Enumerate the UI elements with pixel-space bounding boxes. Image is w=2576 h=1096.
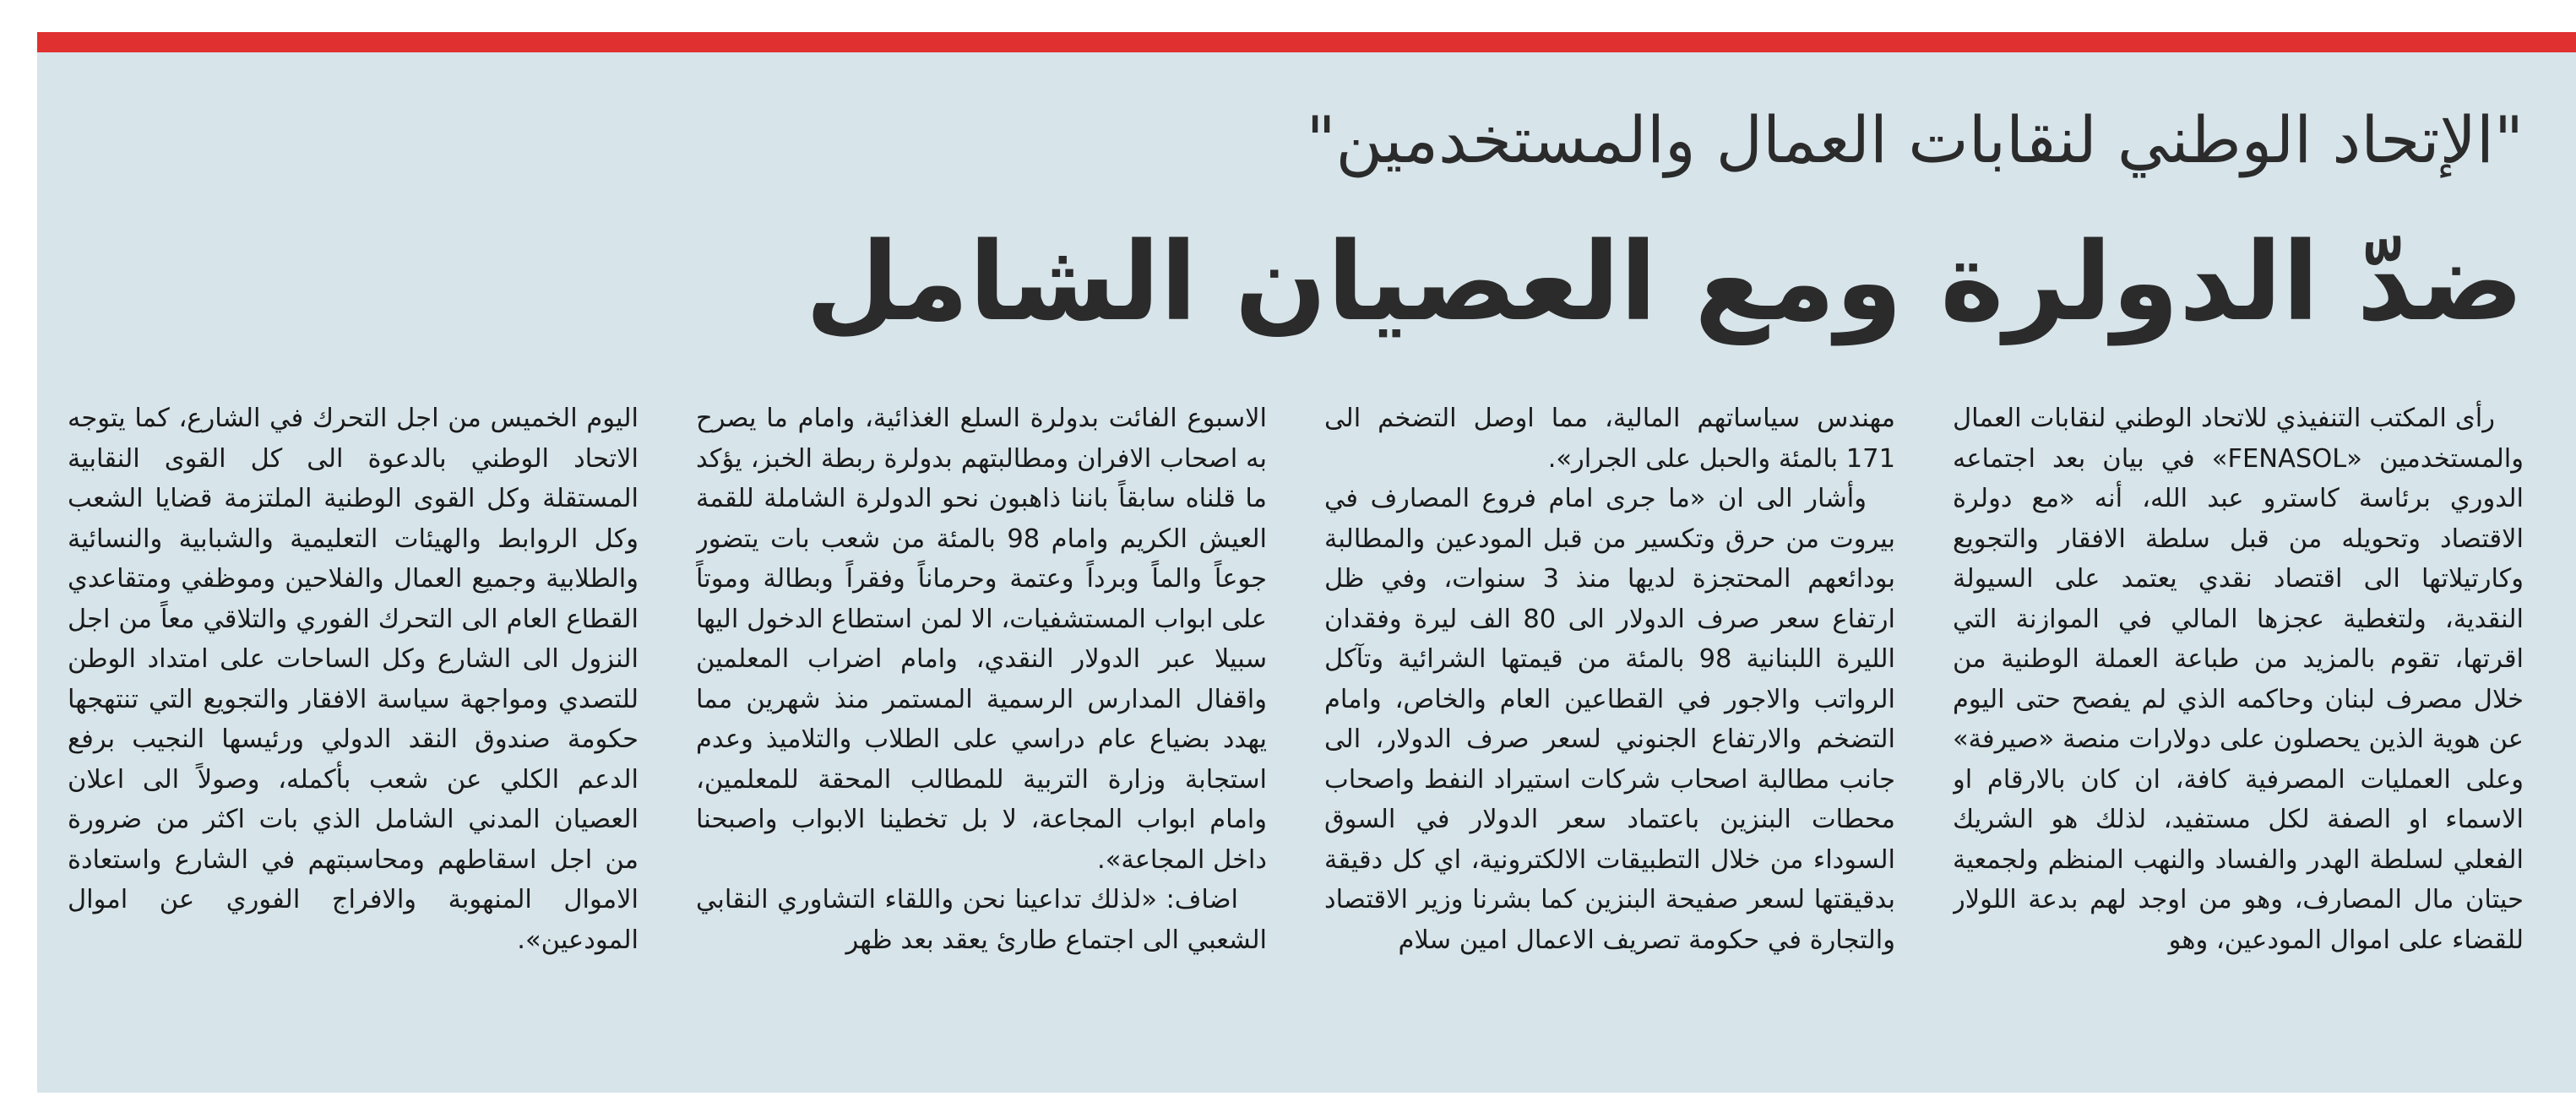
article-columns [68, 399, 2524, 1074]
article-paragraph: اضاف: «لذلك تداعينا نحن واللقاء التشاوري النقابي الشعبي الى اجتماع طارئ يعقد بعد ظهر [696, 885, 1267, 955]
article-paragraph: رأى المكتب التنفيذي للاتحاد الوطني لنقابات العمال والمستخدمين «FENASOL» في بيان بعد اجتماعه الدوري برئاسة كاسترو عبد الله، أنه «مع دولرة الاقتصاد وتحويله من قبل سلطة الافقار والتجويع وكارتيلاتها الى اقتصاد نقدي يعتمد على السيولة النقدية، ولتغطية عجزها المالي في الموازنة التي اقرتها، تقوم بالمزيد من طباعة العملة الوطنية من خلال مصرف لبنان وحاكمه الذي لم يفصح حتى اليوم عن هوية الذين يحصلون على دولارات منصة «صيرفة» وعلى العمليات المصرفية كافة، ان كان بالارقام او الاسماء او الصفة لكل مستفيد، لذلك هو الشريك الفعلي لسلطة الهدر والفساد والنهب المنظم ولجمعية حيتان مال المصارف، وهو من اوجد لهم بدعة اللولار للقضاء على اموال المودعين، وهو [1953, 404, 2524, 955]
article-paragraph: اليوم الخميس من اجل التحرك في الشارع، كما يتوجه الاتحاد الوطني بالدعوة الى كل القوى النقابية المستقلة وكل القوى الوطنية الملتزمة قضايا الشعب وكل الروابط والهيئات التعليمية والشبابية والنسائية والطلابية وجميع العمال والفلاحين وموظفي ومتقاعدي القطاع العام الى التحرك الفوري والتلاقي معاً من اجل النزول الى الشارع وكل الساحات على امتداد الوطن للتصدي ومواجهة سياسة الافقار والتجويع التي تنتهجها حكومة صندوق النقد الدولي ورئيسها النجيب برفع الدعم الكلي عن شعب بأكمله، وصولاً الى اعلان العصيان المدني الشامل الذي بات اكثر من ضرورة من اجل اسقاطهم ومحاسبتهم في الشارع واستعادة الاموال المنهوبة والافراج الفوري عن اموال المودعين». [68, 404, 639, 955]
article-paragraph: مهندس سياساتهم المالية، مما اوصل التضخم الى 171 بالمئة والحبل على الجرار». [1324, 404, 1895, 474]
article-box [37, 52, 2576, 1093]
article-headline: ضدّ الدولرة ومع العصيان الشامل [805, 220, 2524, 345]
article-column-1 [1953, 399, 2524, 1074]
article-paragraph: الاسبوع الفائت بدولرة السلع الغذائية، وامام ما يصرح به اصحاب الافران ومطالبتهم بدولرة ربطة الخبز، يؤكد ما قلناه سابقاً باننا ذاهبون نحو الدولرة الشاملة للقمة العيش الكريم وامام 98 بالمئة من شعب بات يتضور جوعاً والماً وبرداً وعتمة وحرماناً وفقراً وبطالة وموتاً على ابواب المستشفيات، الا لمن استطاع الدخول اليها سبيلا عبر الدولار النقدي، وامام اضراب المعلمين واقفال المدارس الرسمية المستمر منذ شهرين مما يهدد بضياع عام دراسي على الطلاب والتلاميذ وعدم استجابة وزارة التربية للمطالب المحقة للمعلمين، وامام ابواب المجاعة، لا بل تخطينا الابواب واصبحنا داخل المجاعة». [696, 404, 1267, 875]
article-column-2 [1324, 399, 1895, 1074]
article-kicker: "الإتحاد الوطني لنقابات العمال والمستخدمين" [1306, 102, 2524, 177]
article-paragraph: وأشار الى ان «ما جرى امام فروع المصارف في بيروت من حرق وتكسير من قبل المودعين والمطالبة بودائعهم المحتجزة لديها منذ 3 سنوات، وفي ظل ارتفاع سعر صرف الدولار الى 80 الف ليرة وفقدان الليرة اللبنانية 98 بالمئة من قيمتها الشرائية وتآكل الرواتب والاجور في القطاعين العام والخاص، وامام التضخم والارتفاع الجنوني لسعر صرف الدولار، الى جانب مطالبة اصحاب شركات استيراد النفط واصحاب محطات البنزين باعتماد سعر الدولار في السوق السوداء من خلال التطبيقات الالكترونية، اي كل دقيقة بدقيقتها لسعر صفيحة البنزين كما بشرنا وزير الاقتصاد والتجارة في حكومة تصريف الاعمال امين سلام [1324, 484, 1895, 955]
red-header-bar [37, 32, 2576, 52]
article-column-3 [696, 399, 1267, 1074]
article-column-4 [68, 399, 639, 1074]
